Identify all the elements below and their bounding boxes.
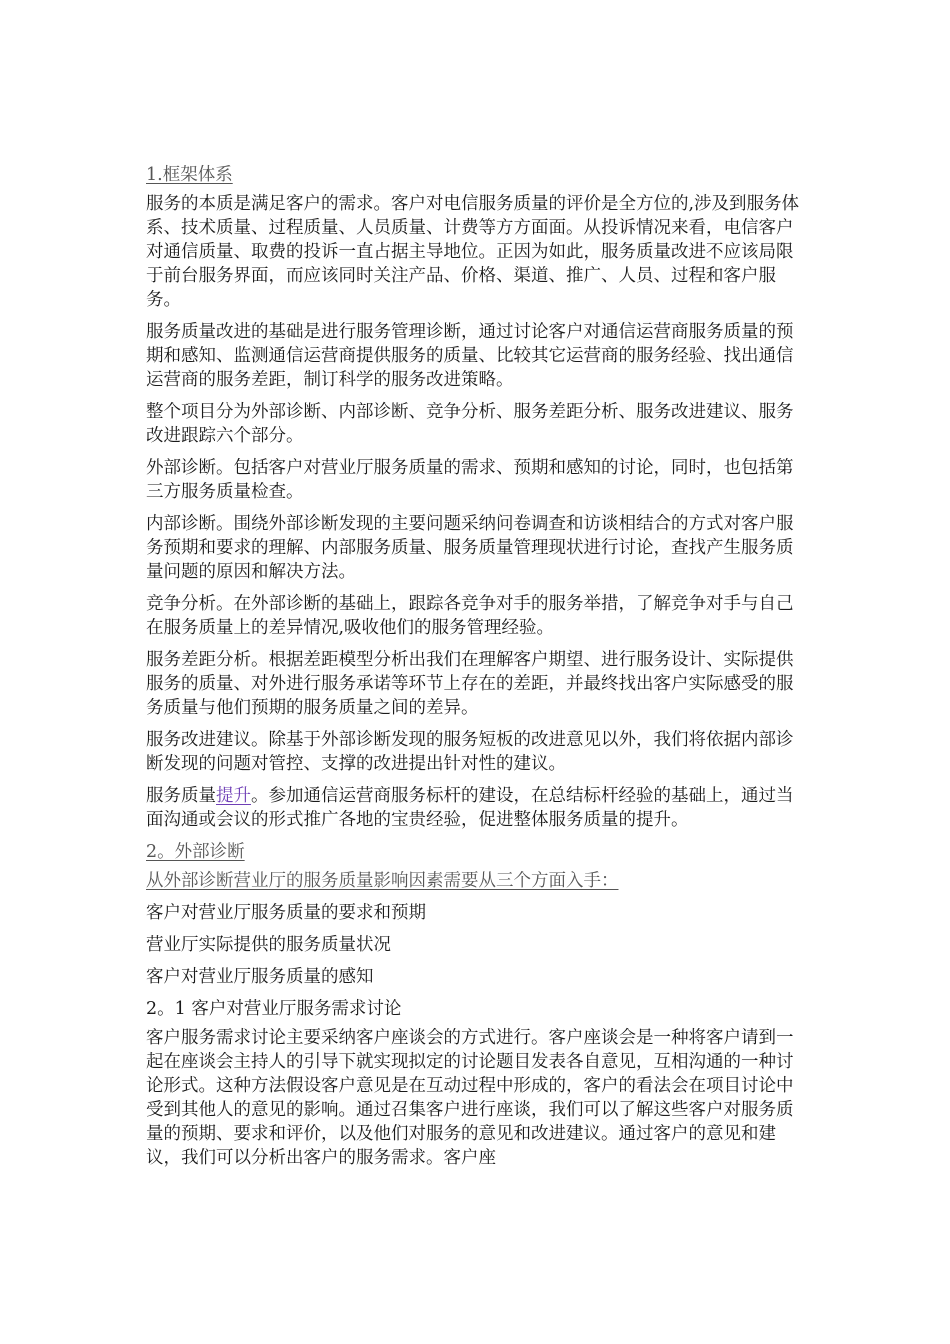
paragraph-customer-forum: 客户服务需求讨论主要采纳客户座谈会的方式进行。客户座谈会是一种将客户请到一起在座谈会主持人的引导下就实现拟定的讨论题目发表各自意见，互相沟通的一种讨论形式。这种方法假设客户意见是在互动过程中形成的，客户的看法会在项目讨论中受到其他人的意见的影响。通过召集客户进行座谈，我们可以了解这些客户对服务质量的预期、要求和评价，以及他们对服务的意见和改进建议。通过客户的意见和建议，我们可以分析出客户的服务需求。客户座 — [146, 1028, 794, 1168]
paragraph-internal-diagnosis: 内部诊断。围绕外部诊断发现的主要问题采纳问卷调查和访谈相结合的方式对客户服务预期和要求的理解、内部服务质量、服务质量管理现状进行讨论，查找产生服务质量问题的原因和解决方法。 — [146, 514, 794, 582]
paragraph-service-essence: 服务的本质是满足客户的需求。客户对电信服务质量的评价是全方位的,涉及到服务体系、技术质量、过程质量、人员质量、计费等方方面面。从投诉情况来看，电信客户对通信质量、取费的投诉一直占据主导地位。正因为如此，服务质量改进不应该局限于前台服务界面，而应该同时关注产品、价格、渠道、推广、人员、过程和客户服务。 — [146, 194, 800, 310]
heading-framework: 1.框架体系 — [146, 165, 233, 185]
paragraph-competition-analysis: 竞争分析。在外部诊断的基础上，跟踪各竞争对手的服务举措，了解竞争对手与自己在服务质量上的差异情况,吸收他们的服务管理经验。 — [146, 594, 794, 638]
paragraph-gap-analysis: 服务差距分析。根据差距模型分析出我们在理解客户期望、进行服务设计、实际提供服务的质量、对外进行服务承诺等环节上存在的差距，并最终找出客户实际感受的服务质量与他们预期的服务质量之间的差异。 — [146, 650, 794, 718]
heading-customer-demand-discussion: 2。1 客户对营业厅服务需求讨论 — [146, 999, 402, 1019]
subheading-three-aspects: 从外部诊断营业厅的服务质量影响因素需要从三个方面入手： — [146, 871, 619, 891]
list-item: 客户对营业厅服务质量的感知 — [146, 967, 374, 987]
paragraph-text: 。参加通信运营商服务标杆的建设，在总结标杆经验的基础上，通过当面沟通或会议的形式推广各地的宝贵经验，促进整体服务质量的提升。 — [146, 786, 794, 830]
paragraph-quality-promotion — [146, 784, 806, 832]
heading-external-diagnosis: 2。外部诊断 — [146, 842, 245, 862]
paragraph-external-diagnosis: 外部诊断。包括客户对营业厅服务质量的需求、预期和感知的讨论，同时，也包括第三方服务质量检查。 — [146, 458, 794, 502]
promotion-link[interactable]: 提升 — [216, 786, 251, 806]
paragraph-text: 服务质量 — [146, 786, 216, 806]
paragraph-improvement-basis: 服务质量改进的基础是进行服务管理诊断，通过讨论客户对通信运营商服务质量的预期和感知、监测通信运营商提供服务的质量、比较其它运营商的服务经验、找出通信运营商的服务差距，制订科学的服务改进策略。 — [146, 322, 794, 390]
document-body — [146, 163, 806, 1178]
list-item: 客户对营业厅服务质量的要求和预期 — [146, 903, 426, 923]
paragraph-improvement-advice: 服务改进建议。除基于外部诊断发现的服务短板的改进意见以外，我们将依据内部诊断发现的问题对管控、支撑的改进提出针对性的建议。 — [146, 730, 794, 774]
list-item: 营业厅实际提供的服务质量状况 — [146, 935, 391, 955]
paragraph-project-parts: 整个项目分为外部诊断、内部诊断、竞争分析、服务差距分析、服务改进建议、服务改进跟踪六个部分。 — [146, 402, 794, 446]
